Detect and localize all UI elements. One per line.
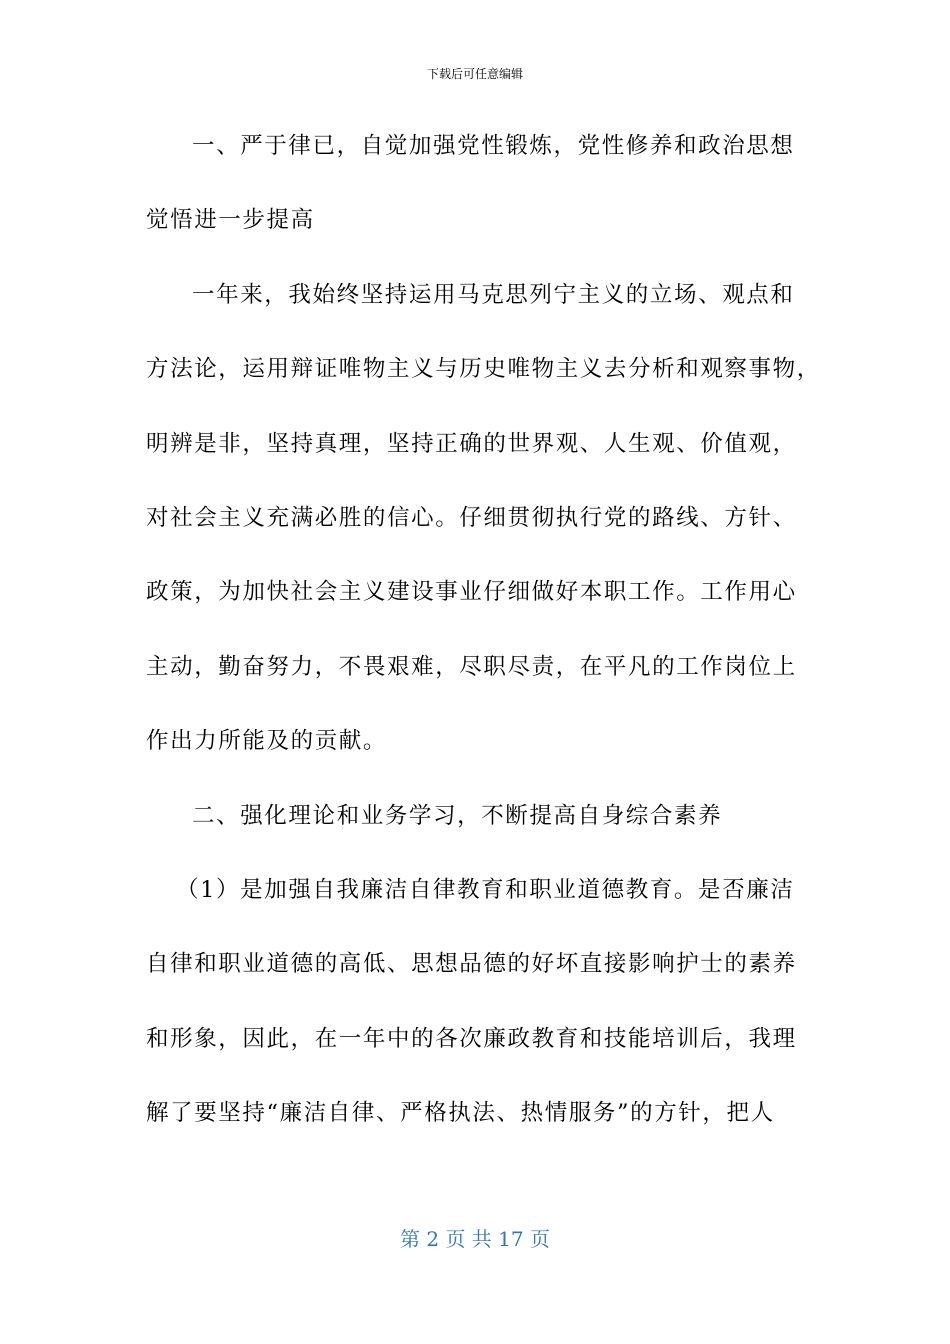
paragraph-line: （1）是加强自我廉洁自律教育和职业道德教育。是否廉洁: [176, 876, 795, 903]
paragraph-line: 和形象，因此，在一年中的各次廉政教育和技能培训后，我理: [146, 1025, 797, 1052]
paragraph-line: 对社会主义充满必胜的信心。仔细贯彻执行党的路线、方针、: [146, 504, 797, 531]
document-body: [146, 124, 821, 1165]
paragraph-line: 自律和职业道德的高低、思想品德的好坏直接影响护士的素养: [146, 951, 797, 978]
section-heading-2: 二、强化理论和业务学习，不断提高自身综合素养: [192, 802, 723, 829]
section-heading-1-line-1: 一、严于律已，自觉加强党性锻炼，党性修养和政治思想: [192, 133, 795, 159]
paragraph-line: 政策，为加快社会主义建设事业仔细做好本职工作。工作用心: [146, 579, 797, 606]
paragraph-line: 解了要坚持“廉洁自律、严格执法、热情服务”的方针，把人: [146, 1100, 775, 1127]
paragraph-line: 明辨是非，坚持真理，坚持正确的世界观、人生观、价值观，: [146, 430, 797, 457]
page-number-footer: 第 2 页 共 17 页: [400, 1227, 550, 1251]
paragraph-line: 一年来，我始终坚持运用马克思列宁主义的立场、观点和: [192, 281, 795, 308]
page-header-note: 下载后可任意编辑: [426, 67, 523, 81]
paragraph-line: 主动，勤奋努力，不畏艰难，尽职尽责，在平凡的工作岗位上: [146, 653, 797, 680]
paragraph-line: 作出力所能及的贡献。: [146, 728, 388, 755]
paragraph-line: 方法论，运用辩证唯物主义与历史唯物主义去分析和观察事物，: [146, 356, 821, 383]
section-heading-1-line-2: 觉悟进一步提高: [146, 207, 315, 234]
